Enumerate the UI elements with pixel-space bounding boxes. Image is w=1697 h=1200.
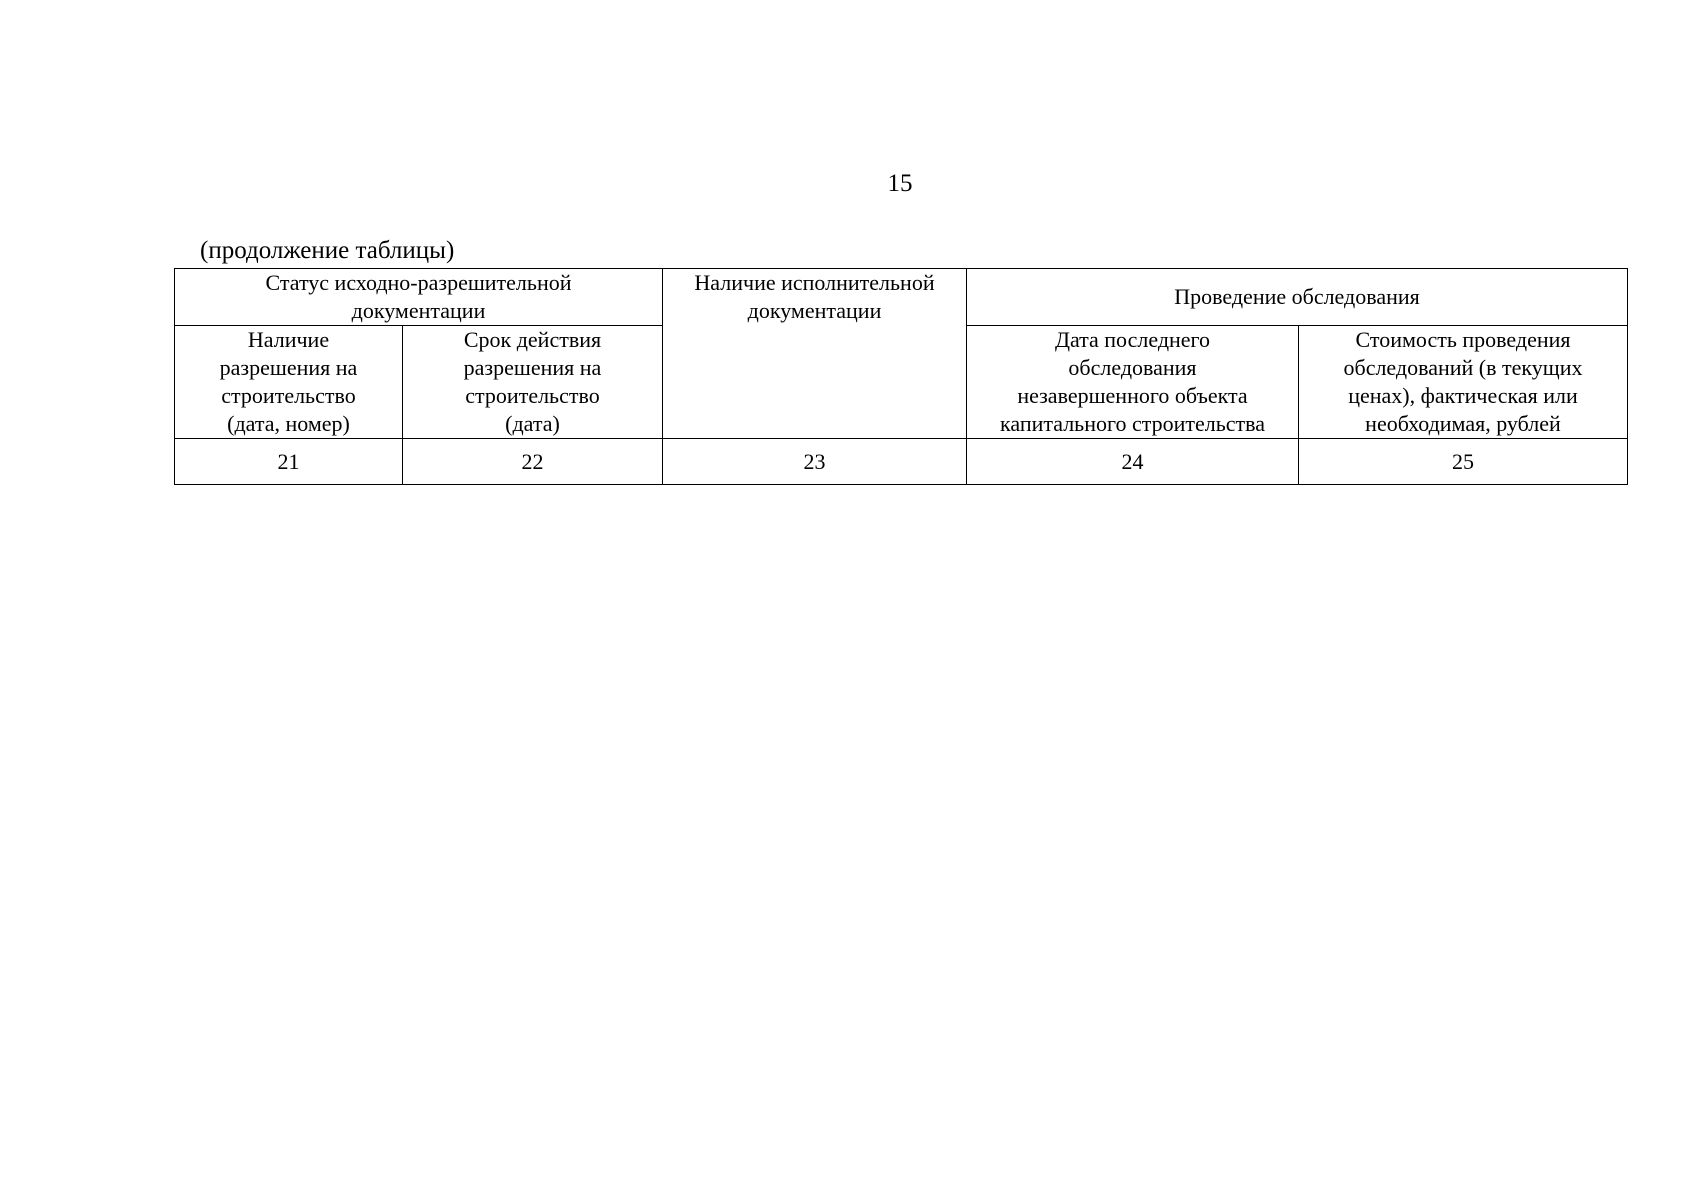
column-number-25: 25: [1299, 439, 1628, 485]
header-permit-line-3: строительство: [221, 383, 356, 408]
header-executive-docs: [663, 269, 967, 439]
column-number-24: 24: [967, 439, 1299, 485]
header-permit-line-4: (дата, номер): [227, 411, 350, 436]
table-caption: (продолжение таблицы): [200, 237, 455, 264]
column-number-row: [175, 439, 1628, 485]
header-last-survey-date: [967, 326, 1299, 439]
table-header-row-1: [175, 269, 1628, 326]
header-survey-cost: [1299, 326, 1628, 439]
header-survey-cost-line-4: необходимая, рублей: [1365, 411, 1561, 436]
header-permit-term-line-1: Срок действия: [463, 327, 602, 352]
column-number-23: 23: [663, 439, 967, 485]
header-last-survey-line-3: незавершенного объекта: [1017, 383, 1248, 408]
header-survey-cost-line-1: Стоимость проведения: [1355, 327, 1571, 352]
header-last-survey-line-2: обследования: [1068, 355, 1197, 380]
header-executive-line-1: Наличие исполнительной: [694, 270, 935, 295]
header-permit-line-2: разрешения на: [219, 355, 358, 380]
header-survey-group: [967, 269, 1628, 326]
header-status-line-1: Статус исходно-разрешительной: [265, 270, 572, 295]
header-permit-term: [403, 326, 663, 439]
column-number-21: 21: [175, 439, 403, 485]
header-status-line-2: документации: [351, 298, 486, 323]
header-executive-line-2: документации: [747, 298, 882, 323]
header-survey-cost-line-3: ценах), фактическая или: [1348, 383, 1578, 408]
header-permit: [175, 326, 403, 439]
header-survey-line-1: Проведение обследования: [1174, 284, 1420, 309]
header-permit-term-line-3: строительство: [465, 383, 600, 408]
header-permit-term-line-4: (дата): [505, 411, 560, 436]
header-permit-line-1: Наличие: [247, 327, 330, 352]
page-number: 15: [887, 170, 913, 197]
data-table: [174, 268, 1628, 485]
column-number-22: 22: [403, 439, 663, 485]
header-last-survey-line-1: Дата последнего: [1054, 327, 1211, 352]
header-last-survey-line-4: капитального строительства: [999, 411, 1266, 436]
header-survey-cost-line-2: обследований (в текущих: [1343, 355, 1583, 380]
header-status-group: [175, 269, 663, 326]
header-permit-term-line-2: разрешения на: [463, 355, 602, 380]
